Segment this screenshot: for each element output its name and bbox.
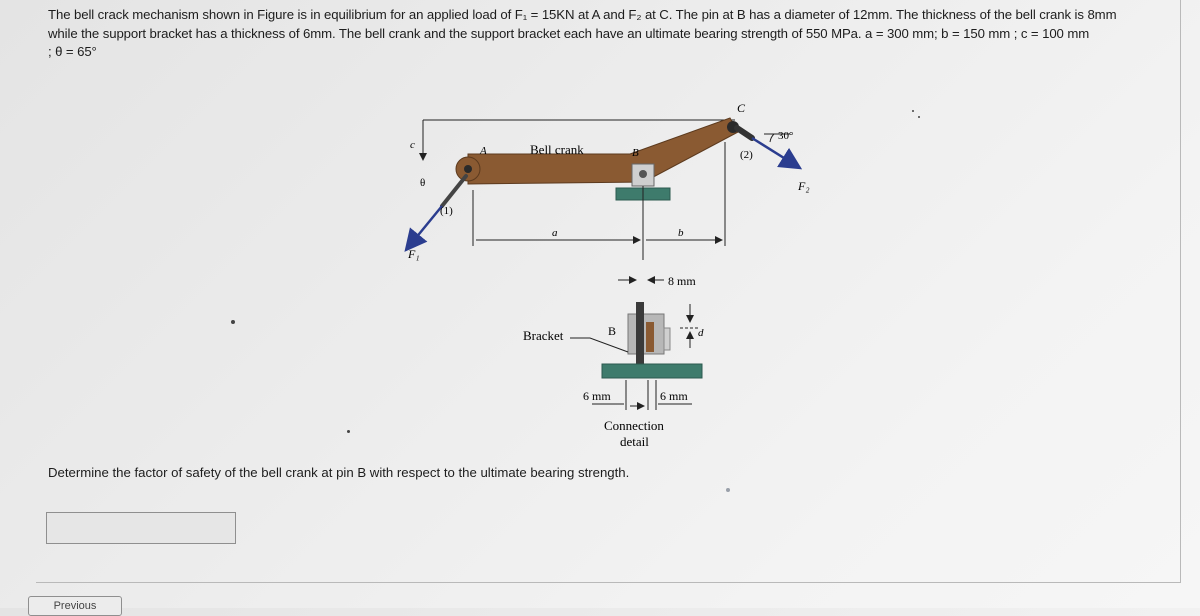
label-connection: Connection	[604, 418, 664, 433]
bell-crank-figure	[380, 90, 840, 460]
previous-button[interactable]: Previous	[28, 596, 122, 616]
label-a-dim: a	[552, 227, 558, 239]
artifact-speck	[918, 116, 920, 118]
problem-statement	[48, 6, 1178, 62]
label-c-point: C	[737, 101, 746, 115]
artifact-speck	[347, 430, 350, 433]
label-detail: detail	[620, 434, 649, 449]
label-30-deg: 30°	[778, 130, 794, 142]
label-bell-crank: Bell crank	[530, 142, 584, 157]
label-b-point: B	[632, 147, 639, 159]
label-a-point: A	[480, 145, 487, 157]
answer-input[interactable]	[46, 512, 236, 544]
label-detail-b: B	[608, 324, 617, 338]
artifact-speck	[231, 320, 235, 324]
problem-line-1: The bell crack mechanism shown in Figure is in equilibrium for an applied load of F₁ = 15KN at A and F₂ at C. The pin at B has a diameter of 12mm. The thickness of the bell crank is 8mm	[48, 7, 1117, 22]
question-text: Determine the factor of safety of the bell crank at pin B with respect to the ultimate bearing strength.	[48, 465, 630, 480]
label-c: c	[410, 139, 415, 151]
artifact-speck	[726, 488, 730, 492]
label-d: d	[698, 327, 704, 339]
label-theta: θ	[420, 177, 426, 189]
label-8mm: 8 mm	[668, 274, 696, 288]
bell-crank	[456, 118, 739, 184]
problem-line-3: ; θ = 65°	[48, 44, 97, 59]
label-6mm-left: 6 mm	[583, 389, 611, 403]
label-f1: F₁	[408, 247, 420, 261]
artifact-speck	[912, 110, 914, 112]
problem-line-2: while the support bracket has a thickness of 6mm. The bell crank and the support bracket each have an ultimate bearing strength of 550 MPa. a = 300 mm; b = 150 mm ; c = 100 mm	[48, 25, 1090, 41]
label-b-dim: b	[678, 227, 684, 239]
member-2-link	[737, 101, 810, 193]
member-1-link	[406, 176, 466, 261]
label-member-2: (2)	[740, 149, 753, 161]
connection-detail	[523, 274, 704, 449]
label-bracket: Bracket	[523, 328, 564, 343]
label-f2: F₂	[798, 179, 810, 193]
label-member-1: (1)	[440, 205, 453, 217]
label-6mm-right: 6 mm	[660, 389, 688, 403]
